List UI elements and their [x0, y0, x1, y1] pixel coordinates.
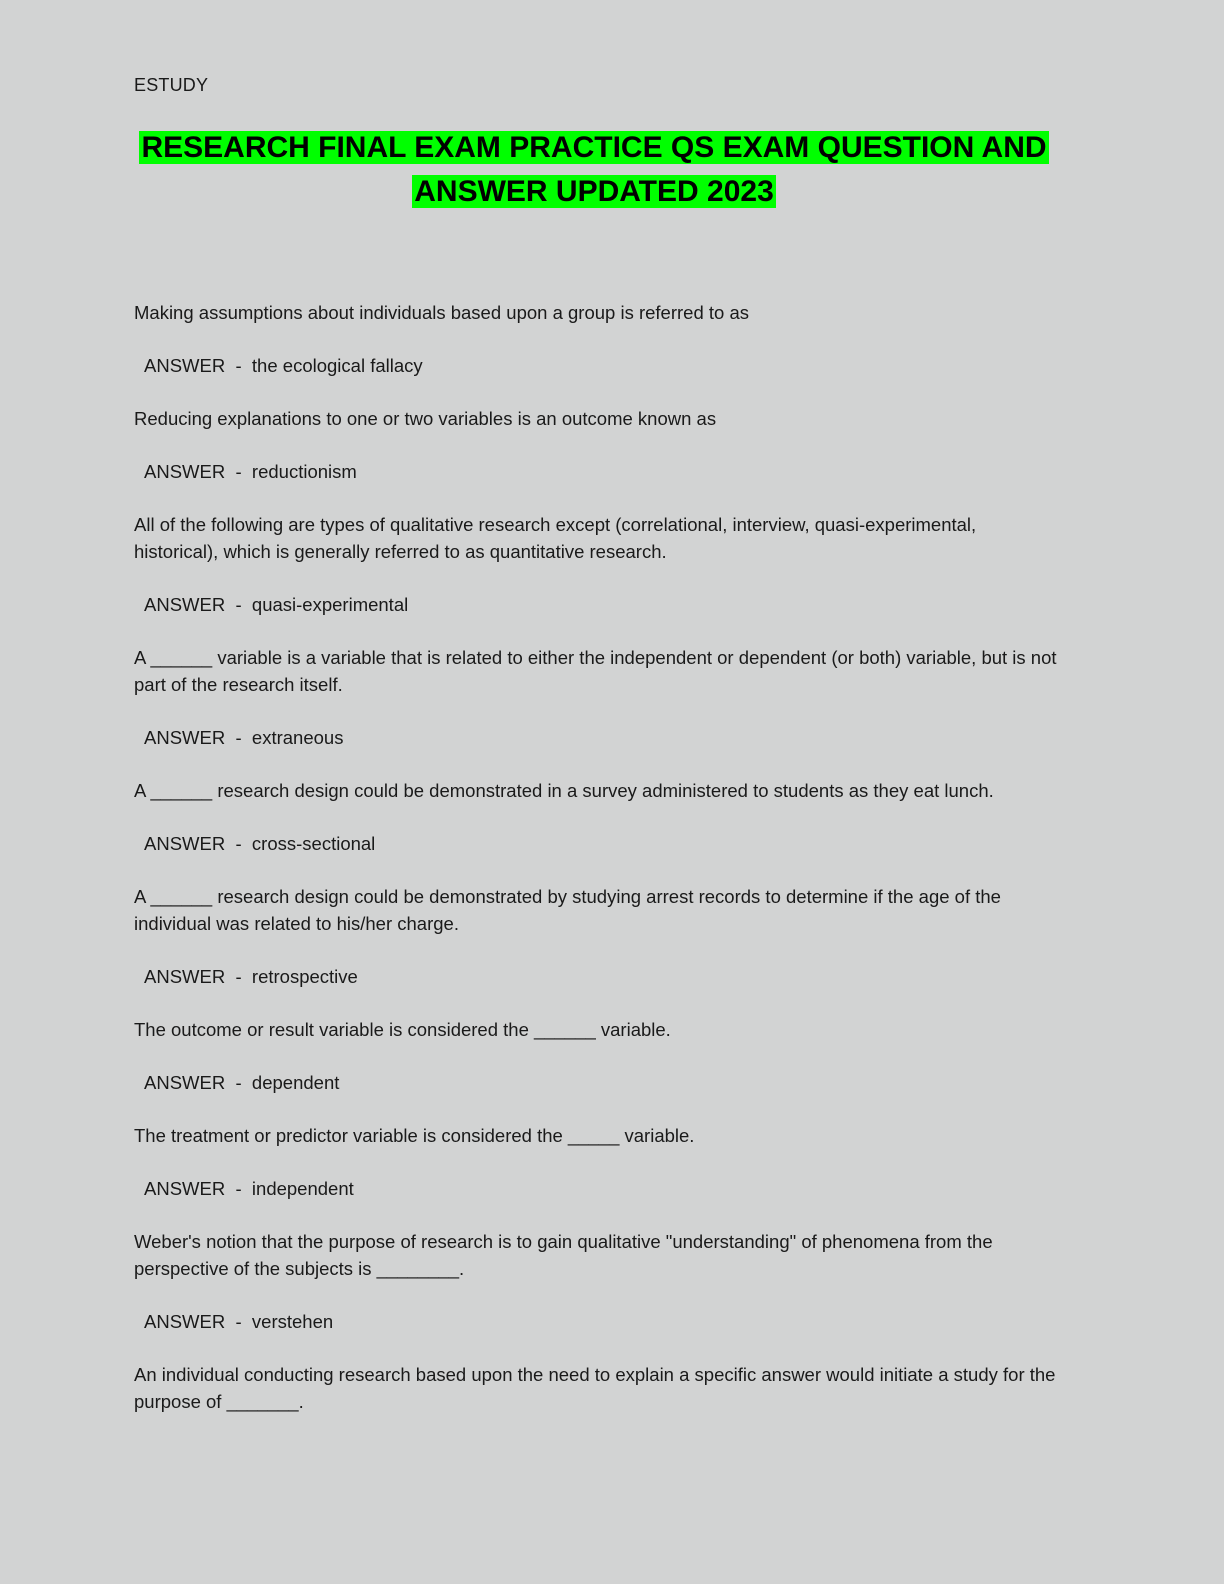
answer-value: quasi-experimental: [251, 594, 409, 615]
answer-text: [144, 1069, 1064, 1096]
answer-prefix: ANSWER -: [144, 1311, 252, 1332]
qa-item: [134, 405, 1064, 485]
question-text: The treatment or predictor variable is considered the _____ variable.: [134, 1125, 695, 1146]
qa-item: [134, 511, 1064, 618]
answer-value: dependent: [251, 1072, 340, 1093]
qa-item: [134, 883, 1064, 990]
question-text: Weber's notion that the purpose of research is to gain qualitative "understanding" of phenomena from the perspective of the subjects is ________.: [134, 1231, 993, 1279]
question-text: A ______ research design could be demonstrated in a survey administered to students as they eat lunch.: [134, 780, 994, 801]
question-text: The outcome or result variable is considered the ______ variable.: [134, 1019, 671, 1040]
answer-text: [144, 1175, 1064, 1202]
answer-value: retrospective: [251, 966, 358, 987]
answer-text: [144, 458, 1064, 485]
question-text: A ______ variable is a variable that is related to either the independent or dependent (or both) variable, but is not part of the research itself.: [134, 647, 1057, 695]
answer-prefix: ANSWER -: [144, 1178, 252, 1199]
question-text: An individual conducting research based upon the need to explain a specific answer would initiate a study for the purpose of _______.: [134, 1364, 1056, 1412]
question-text: All of the following are types of qualitative research except (correlational, interview, quasi-experimental, historical), which is generally referred to as quantitative research.: [134, 514, 977, 562]
answer-prefix: ANSWER -: [144, 1072, 252, 1093]
question-text: Making assumptions about individuals based upon a group is referred to as: [134, 302, 749, 323]
answer-value: the ecological fallacy: [251, 355, 423, 376]
qa-item: [134, 299, 1064, 379]
answer-text: [144, 1308, 1064, 1335]
qa-list: [134, 299, 1064, 1441]
answer-prefix: ANSWER -: [144, 727, 252, 748]
header-label: ESTUDY: [134, 75, 209, 95]
answer-prefix: ANSWER -: [144, 461, 252, 482]
qa-item: [134, 1122, 1064, 1202]
document-title-text: RESEARCH FINAL EXAM PRACTICE QS EXAM QUESTION AND ANSWER UPDATED 2023: [141, 131, 1047, 208]
question-text: Reducing explanations to one or two variables is an outcome known as: [134, 408, 717, 429]
document-title: [134, 126, 1054, 214]
answer-value: extraneous: [251, 727, 344, 748]
answer-prefix: ANSWER -: [144, 594, 252, 615]
answer-prefix: ANSWER -: [144, 355, 252, 376]
qa-item: [134, 1228, 1064, 1335]
answer-prefix: ANSWER -: [144, 966, 252, 987]
answer-value: independent: [251, 1178, 354, 1199]
answer-text: [144, 352, 1064, 379]
answer-prefix: ANSWER -: [144, 833, 252, 854]
answer-text: [144, 830, 1064, 857]
answer-text: [144, 963, 1064, 990]
qa-item: [134, 1361, 1064, 1415]
qa-item: [134, 1016, 1064, 1096]
qa-item: [134, 644, 1064, 751]
answer-text: [144, 724, 1064, 751]
answer-text: [144, 591, 1064, 618]
answer-value: cross-sectional: [251, 833, 376, 854]
question-text: A ______ research design could be demonstrated by studying arrest records to determine if the age of the individual was related to his/her charge.: [134, 886, 1001, 934]
answer-value: reductionism: [251, 461, 357, 482]
answer-value: verstehen: [251, 1311, 334, 1332]
qa-item: [134, 777, 1064, 857]
